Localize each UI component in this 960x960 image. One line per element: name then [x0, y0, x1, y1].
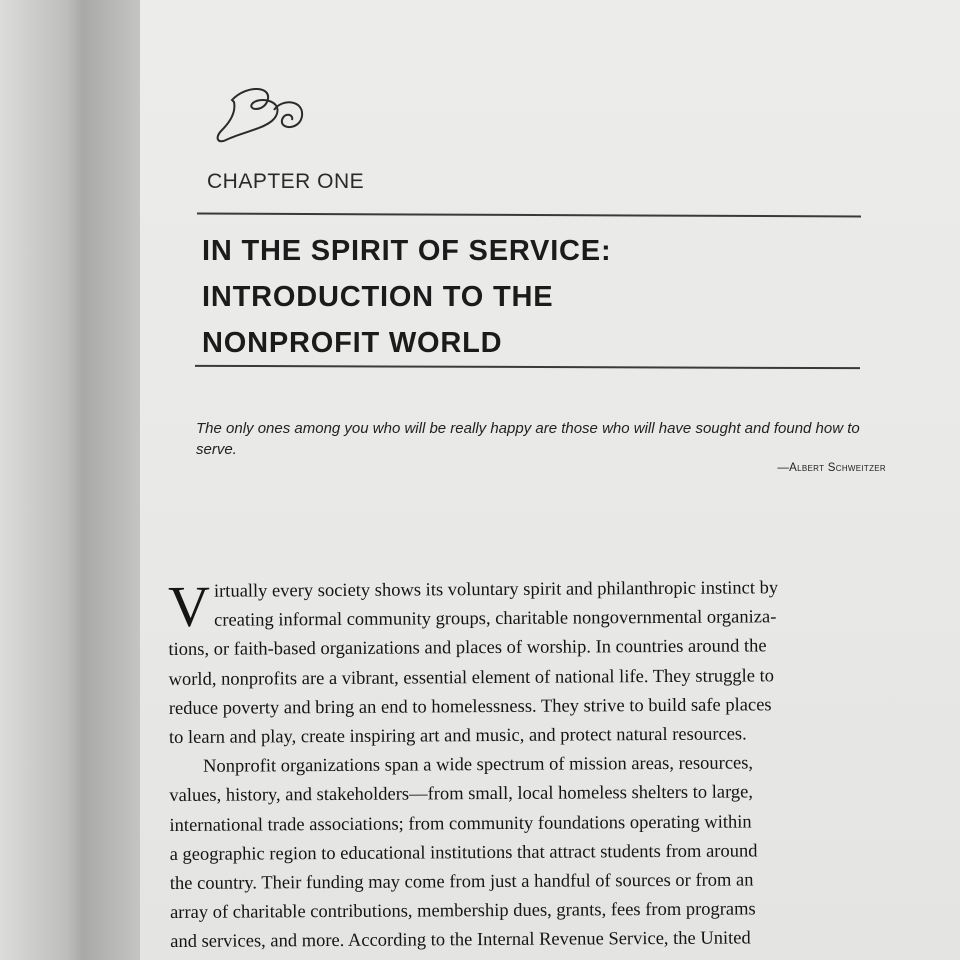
book-page — [140, 0, 960, 960]
text-line: to learn and play, create inspiring art and music, and protect natural resources. — [168, 724, 747, 749]
text-line: Nonprofit organizations span a wide spectrum of mission areas, resources, — [203, 753, 754, 778]
text-line: a geographic region to educational institutions that attract students from around — [169, 841, 758, 865]
epigraph-attribution: —Albert Schweitzer — [777, 462, 886, 474]
text-line: irtually every society shows its voluntary spirit and philanthropic instinct by — [213, 578, 779, 602]
drop-cap: V — [167, 573, 211, 639]
text-line: tions, or faith-based organizations and places of worship. In countries around the — [168, 636, 767, 661]
text-line: reduce poverty and bring an end to homelessness. They strive to build safe places — [168, 695, 772, 719]
paragraph — [169, 749, 940, 958]
title-rule-top — [197, 213, 861, 217]
text-line: international trade associations; from community foundations operating within — [169, 812, 752, 836]
chapter-title — [202, 228, 822, 366]
body-text — [168, 573, 940, 957]
text-line: world, nonprofits are a vibrant, essential element of national life. They struggle to — [168, 665, 775, 690]
chapter-title-line: IN THE SPIRIT OF SERVICE: — [202, 235, 612, 267]
chapter-label: CHAPTER ONE — [207, 170, 365, 193]
book-binding-shadow — [0, 0, 150, 960]
chapter-title-line: INTRODUCTION TO THE — [202, 281, 554, 313]
paragraph — [168, 573, 939, 753]
decorative-flourish-icon — [212, 82, 312, 152]
text-line: and services, and more. According to the Internal Revenue Service, the United — [170, 928, 751, 953]
chapter-title-line: NONPROFIT WORLD — [202, 327, 503, 359]
text-line: the country. Their funding may come from just a handful of sources or from an — [169, 870, 754, 895]
text-line: creating informal community groups, charitable nongovernmental organiza- — [214, 607, 777, 631]
text-line: values, history, and stakeholders—from small, local homeless shelters to large, — [169, 782, 754, 807]
text-line: array of charitable contributions, membership dues, grants, fees from programs — [169, 899, 756, 924]
epigraph-quote: The only ones among you who will be really happy are those who will have sought and found how to serve. — [196, 420, 860, 458]
